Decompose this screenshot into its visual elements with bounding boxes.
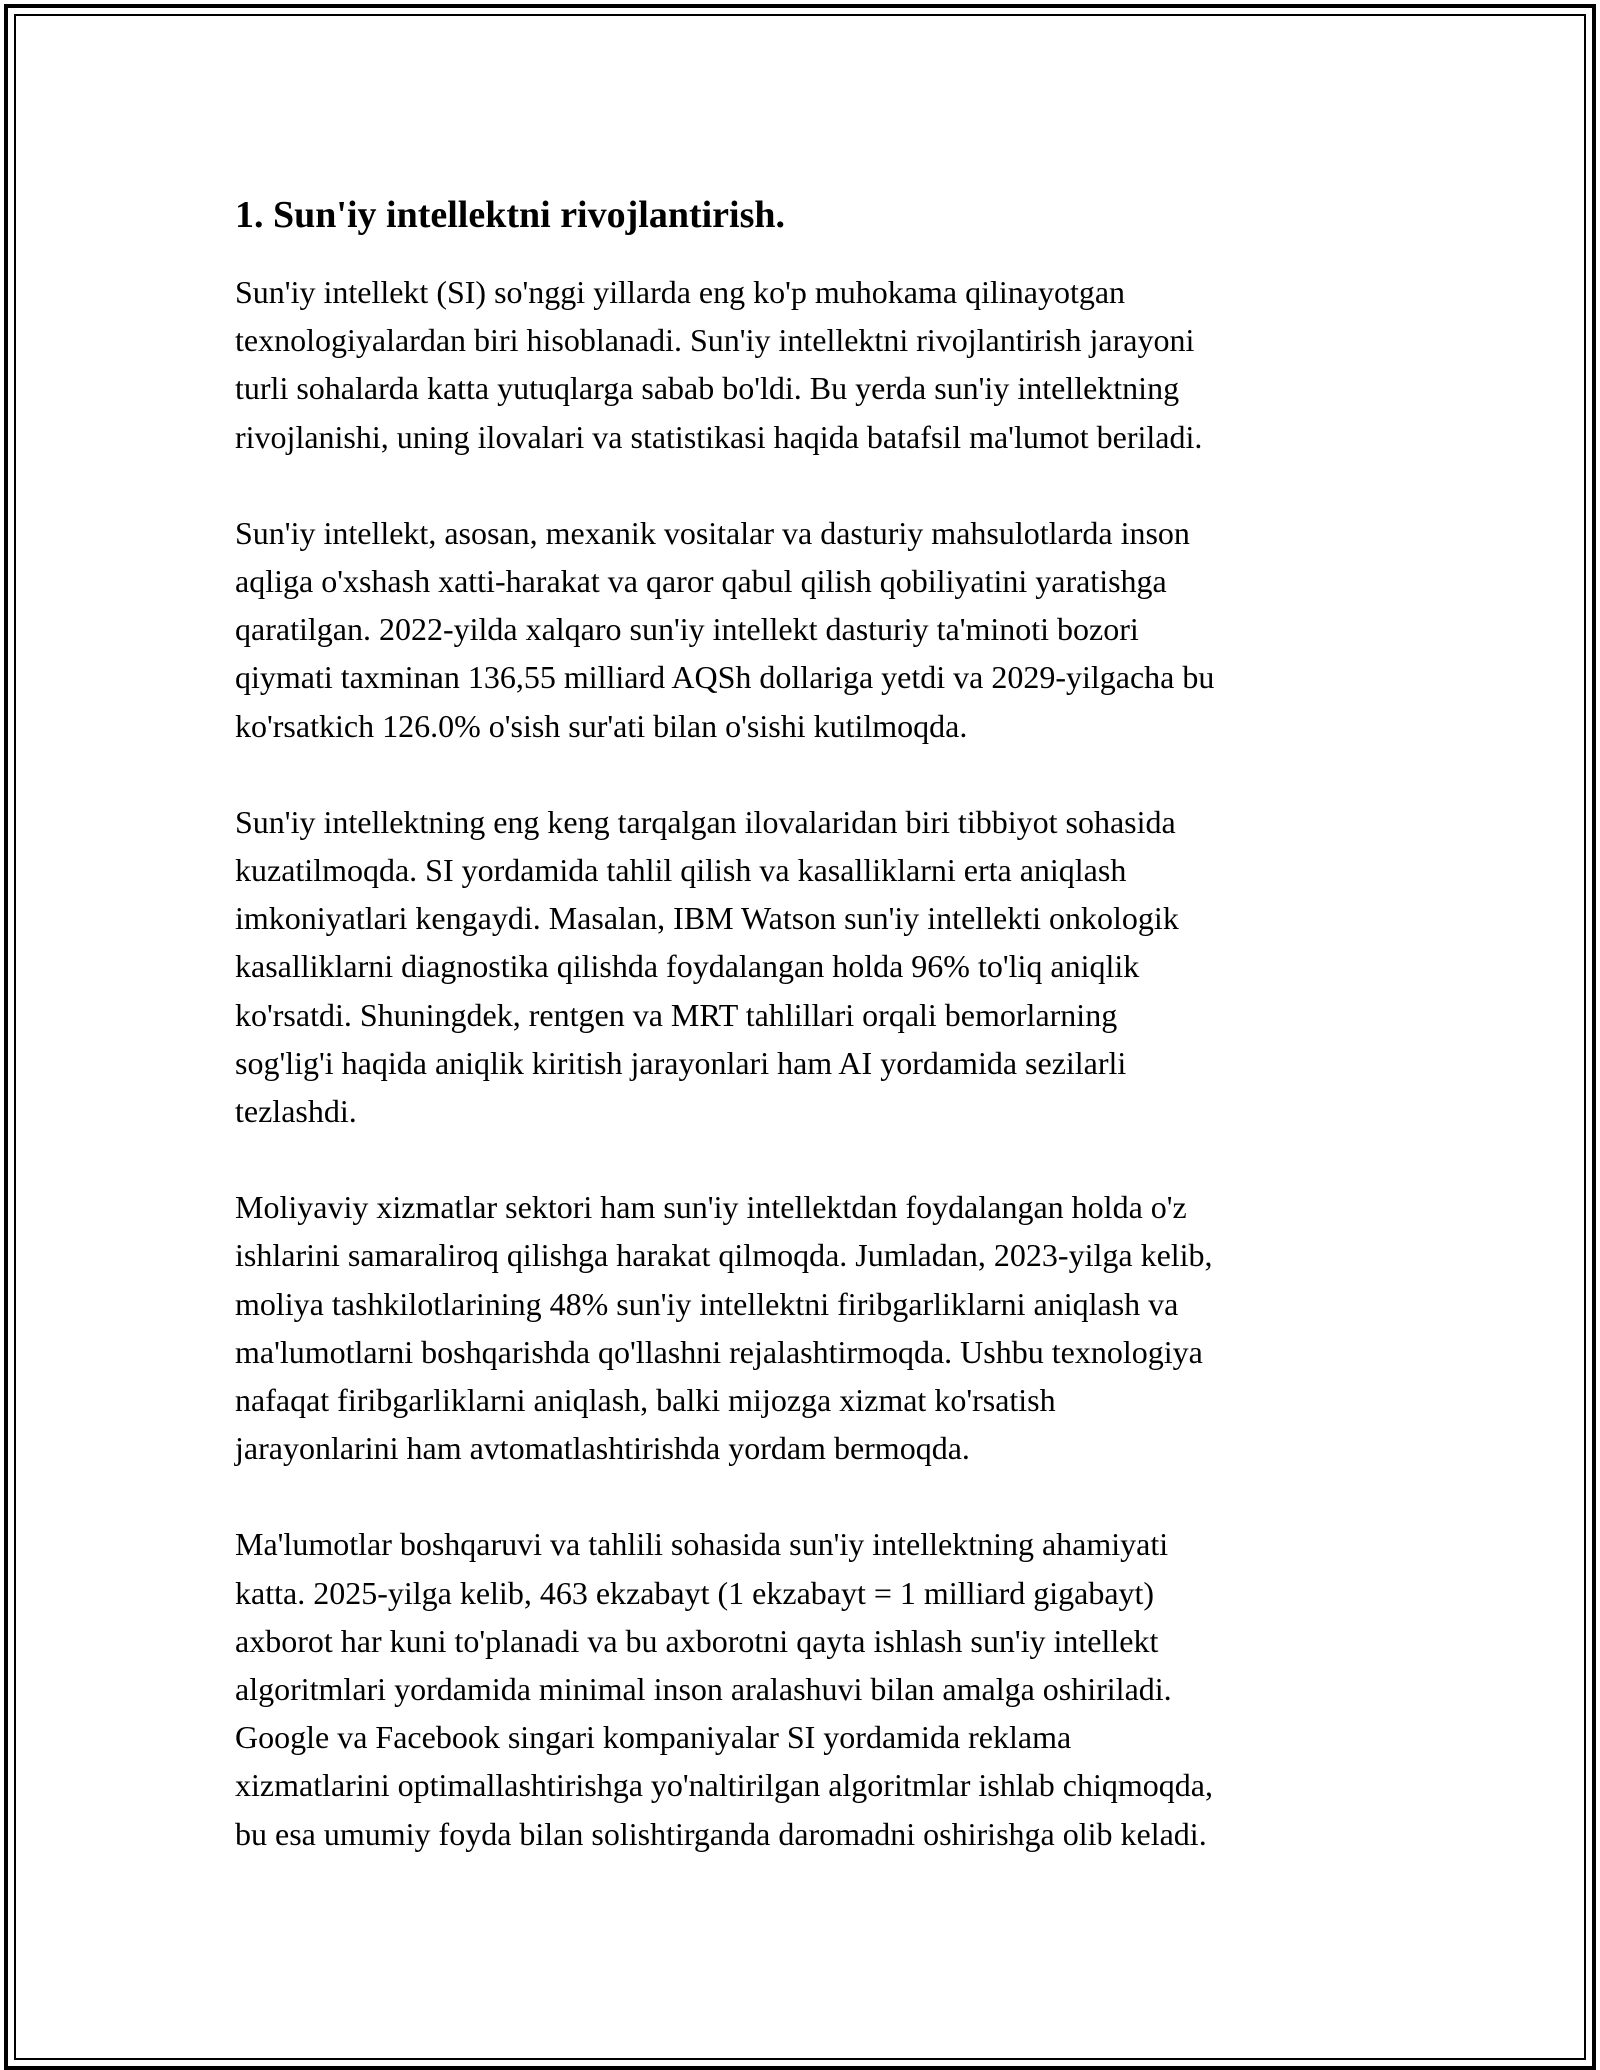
text-line: kuzatilmoqda. SI yordamida tahlil qilish va kasalliklarni erta aniqlash (235, 852, 1127, 889)
text-line: bu esa umumiy foyda bilan solishtirganda daromadni oshirishga olib keladi. (235, 1815, 1207, 1852)
paragraph (235, 1520, 1375, 1857)
text-line: Sun'iy intellektning eng keng tarqalgan ilovalaridan biri tibbiyot sohasida (235, 803, 1176, 840)
text-line: xizmatlarini optimallashtirishga yo'naltirilgan algoritmlar ishlab chiqmoqda, (235, 1767, 1213, 1804)
text-line: texnologiyalardan biri hisoblanadi. Sun'iy intellektni rivojlantirish jarayoni (235, 322, 1195, 359)
text-line: katta. 2025-yilga kelib, 463 ekzabayt (1 ekzabayt = 1 milliard gigabayt) (235, 1574, 1155, 1611)
text-line: Sun'iy intellekt (SI) so'nggi yillarda eng ko'p muhokama qilinayotgan (235, 274, 1126, 310)
text-line: turli sohalarda katta yutuqlarga sabab bo'ldi. Bu yerda sun'iy intellektning (235, 370, 1180, 407)
text-line: ishlarini samaraliroq qilishga harakat qilmoqda. Jumladan, 2023-yilga kelib, (235, 1237, 1213, 1274)
text-line: Sun'iy intellekt, asosan, mexanik vositalar va dasturiy mahsulotlarda inson (235, 514, 1190, 551)
text-line: ko'rsatkich 126.0% o'sish sur'ati bilan o'sishi kutilmoqda. (235, 707, 968, 744)
text-line: Moliyaviy xizmatlar sektori ham sun'iy intellektdan foydalangan holda o'z (235, 1189, 1187, 1226)
paragraph (235, 509, 1375, 750)
text-line: ma'lumotlarni boshqarishda qo'llashni rejalashtirmoqda. Ushbu texnologiya (235, 1333, 1203, 1370)
text-line: sog'lig'i haqida aniqlik kiritish jarayonlari ham AI yordamida sezilarli (235, 1044, 1127, 1081)
text-line: qiymati taxminan 136,55 milliard AQSh dollariga yetdi va 2029-yilgacha bu (235, 659, 1215, 696)
text-line: ko'rsatdi. Shuningdek, rentgen va MRT tahlillari orqali bemorlarning (235, 996, 1118, 1033)
paragraph (235, 798, 1375, 1135)
text-line: jarayonlarini ham avtomatlashtirishda yordam bermoqda. (235, 1430, 970, 1467)
text-line: nafaqat firibgarliklarni aniqlash, balki mijozga xizmat ko'rsatish (235, 1382, 1056, 1419)
text-line: Google va Facebook singari kompaniyalar SI yordamida reklama (235, 1719, 1072, 1756)
text-line: kasalliklarni diagnostika qilishda foydalangan holda 96% to'liq aniqlik (235, 948, 1140, 985)
document-body (235, 187, 1375, 1906)
paragraph (235, 1183, 1375, 1472)
text-line: algoritmlari yordamida minimal inson aralashuvi bilan amalga oshiriladi. (235, 1671, 1172, 1708)
text-line: qaratilgan. 2022-yilda xalqaro sun'iy intellekt dasturiy ta'minoti bozori (235, 611, 1139, 648)
text-line: Ma'lumotlar boshqaruvi va tahlili sohasida sun'iy intellektning ahamiyati (235, 1526, 1169, 1563)
text-line: axborot har kuni to'planadi va bu axborotni qayta ishlash sun'iy intellekt (235, 1622, 1159, 1659)
text-line: aqliga o'xshash xatti-harakat va qaror qabul qilish qobiliyatini yaratishga (235, 563, 1167, 600)
section-title: 1. Sun'iy intellektni rivojlantirish. (235, 194, 786, 236)
text-line: imkoniyatlari kengaydi. Masalan, IBM Watson sun'iy intellekti onkologik (235, 900, 1179, 937)
paragraph-list (235, 268, 1375, 1858)
text-line: rivojlanishi, uning ilovalari va statistikasi haqida batafsil ma'lumot beriladi. (235, 418, 1203, 455)
paragraph (235, 268, 1375, 461)
text-line: moliya tashkilotlarining 48% sun'iy intellektni firibgarliklarni aniqlash va (235, 1285, 1179, 1322)
text-line: tezlashdi. (235, 1093, 357, 1130)
